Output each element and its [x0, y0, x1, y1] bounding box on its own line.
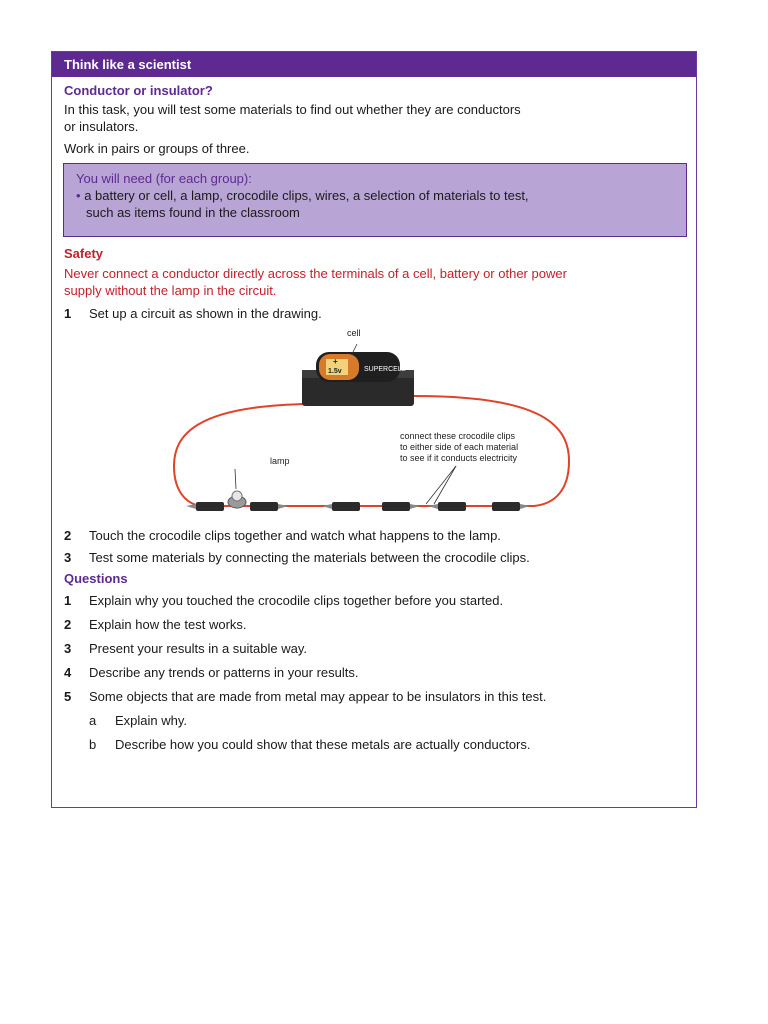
- question-number: 1: [64, 593, 72, 608]
- lamp-bulb: [232, 491, 242, 501]
- safety-heading: Safety: [64, 246, 104, 261]
- clip-pointer-left: [426, 466, 456, 504]
- subquestion-letter: b: [89, 737, 97, 752]
- circuit-drawing: [64, 326, 684, 522]
- subquestion-a: [64, 712, 686, 729]
- safety-line-1: Never connect a conductor directly across the terminals of a cell, battery or other power: [64, 266, 567, 281]
- question-text: Explain how the test works.: [89, 617, 247, 632]
- step-number: 1: [64, 306, 72, 321]
- cell-brand-text: SUPERCELL: [364, 366, 406, 373]
- clip-5: [428, 502, 466, 511]
- clips-note-line-2: to either side of each material: [400, 442, 519, 452]
- question-5: [64, 688, 686, 705]
- clips-note: [400, 431, 518, 464]
- lamp-label: lamp: [270, 456, 290, 466]
- cell-plus-text: +: [333, 357, 338, 366]
- clips-note-line-1: connect these crocodile clips: [400, 431, 516, 441]
- intro-line-2: or insulators.: [64, 119, 139, 134]
- step-3: [64, 549, 686, 566]
- clip-2: [250, 502, 288, 511]
- lamp-pointer: [235, 469, 236, 489]
- question-number: 4: [64, 665, 72, 680]
- question-2: [64, 616, 686, 633]
- clips-note-line-3: to see if it conducts electricity: [400, 453, 518, 463]
- you-will-need-line-2: such as items found in the classroom: [86, 205, 300, 220]
- step-1: [64, 305, 686, 322]
- cell-label: cell: [347, 328, 361, 338]
- bullet: •: [76, 188, 81, 203]
- question-number: 3: [64, 641, 72, 656]
- subquestion-text: Describe how you could show that these metals are actually conductors.: [115, 737, 531, 752]
- step-2: [64, 527, 686, 544]
- clip-3: [322, 502, 360, 511]
- subquestion-b: [64, 736, 686, 753]
- question-3: [64, 640, 686, 657]
- you-will-need-item: [76, 187, 674, 204]
- questions-heading: Questions: [64, 571, 128, 586]
- step-text: Touch the crocodile clips together and watch what happens to the lamp.: [89, 528, 501, 543]
- box-header: Think like a scientist: [52, 52, 696, 77]
- cell-voltage-text: 1.5v: [328, 368, 342, 375]
- question-number: 2: [64, 617, 72, 632]
- circuit-figure: [64, 326, 684, 522]
- subquestion-text: Explain why.: [115, 713, 188, 728]
- you-will-need-title: You will need (for each group):: [76, 171, 252, 186]
- step-text: Test some materials by connecting the materials between the crocodile clips.: [89, 550, 530, 565]
- step-text: Set up a circuit as shown in the drawing.: [89, 306, 322, 321]
- you-will-need-item-cont: [76, 204, 674, 221]
- wire-left: [174, 404, 308, 506]
- question-text: Explain why you touched the crocodile clips together before you started.: [89, 593, 504, 608]
- clip-4: [382, 502, 420, 511]
- question-number: 5: [64, 689, 72, 704]
- work-in-text: Work in pairs or groups of three.: [64, 141, 250, 156]
- question-text: Describe any trends or patterns in your results.: [89, 665, 359, 680]
- section-title: Conductor or insulator?: [64, 83, 213, 98]
- intro-line-1: In this task, you will test some materials to find out whether they are conductors: [64, 102, 521, 117]
- clip-6: [492, 502, 530, 511]
- step-number: 3: [64, 550, 72, 565]
- question-1: [64, 592, 686, 609]
- you-will-need-box: [63, 163, 687, 237]
- box-content: [64, 83, 686, 753]
- question-text: Some objects that are made from metal may appear to be insulators in this test.: [89, 689, 547, 704]
- clip-pointer-right: [434, 466, 456, 504]
- subquestion-letter: a: [89, 713, 97, 728]
- you-will-need-line-1: a battery or cell, a lamp, crocodile clips, wires, a selection of materials to test,: [84, 188, 529, 203]
- activity-box: [51, 51, 697, 808]
- safety-line-2: supply without the lamp in the circuit.: [64, 283, 277, 298]
- question-4: [64, 664, 686, 681]
- question-text: Present your results in a suitable way.: [89, 641, 307, 656]
- step-number: 2: [64, 528, 72, 543]
